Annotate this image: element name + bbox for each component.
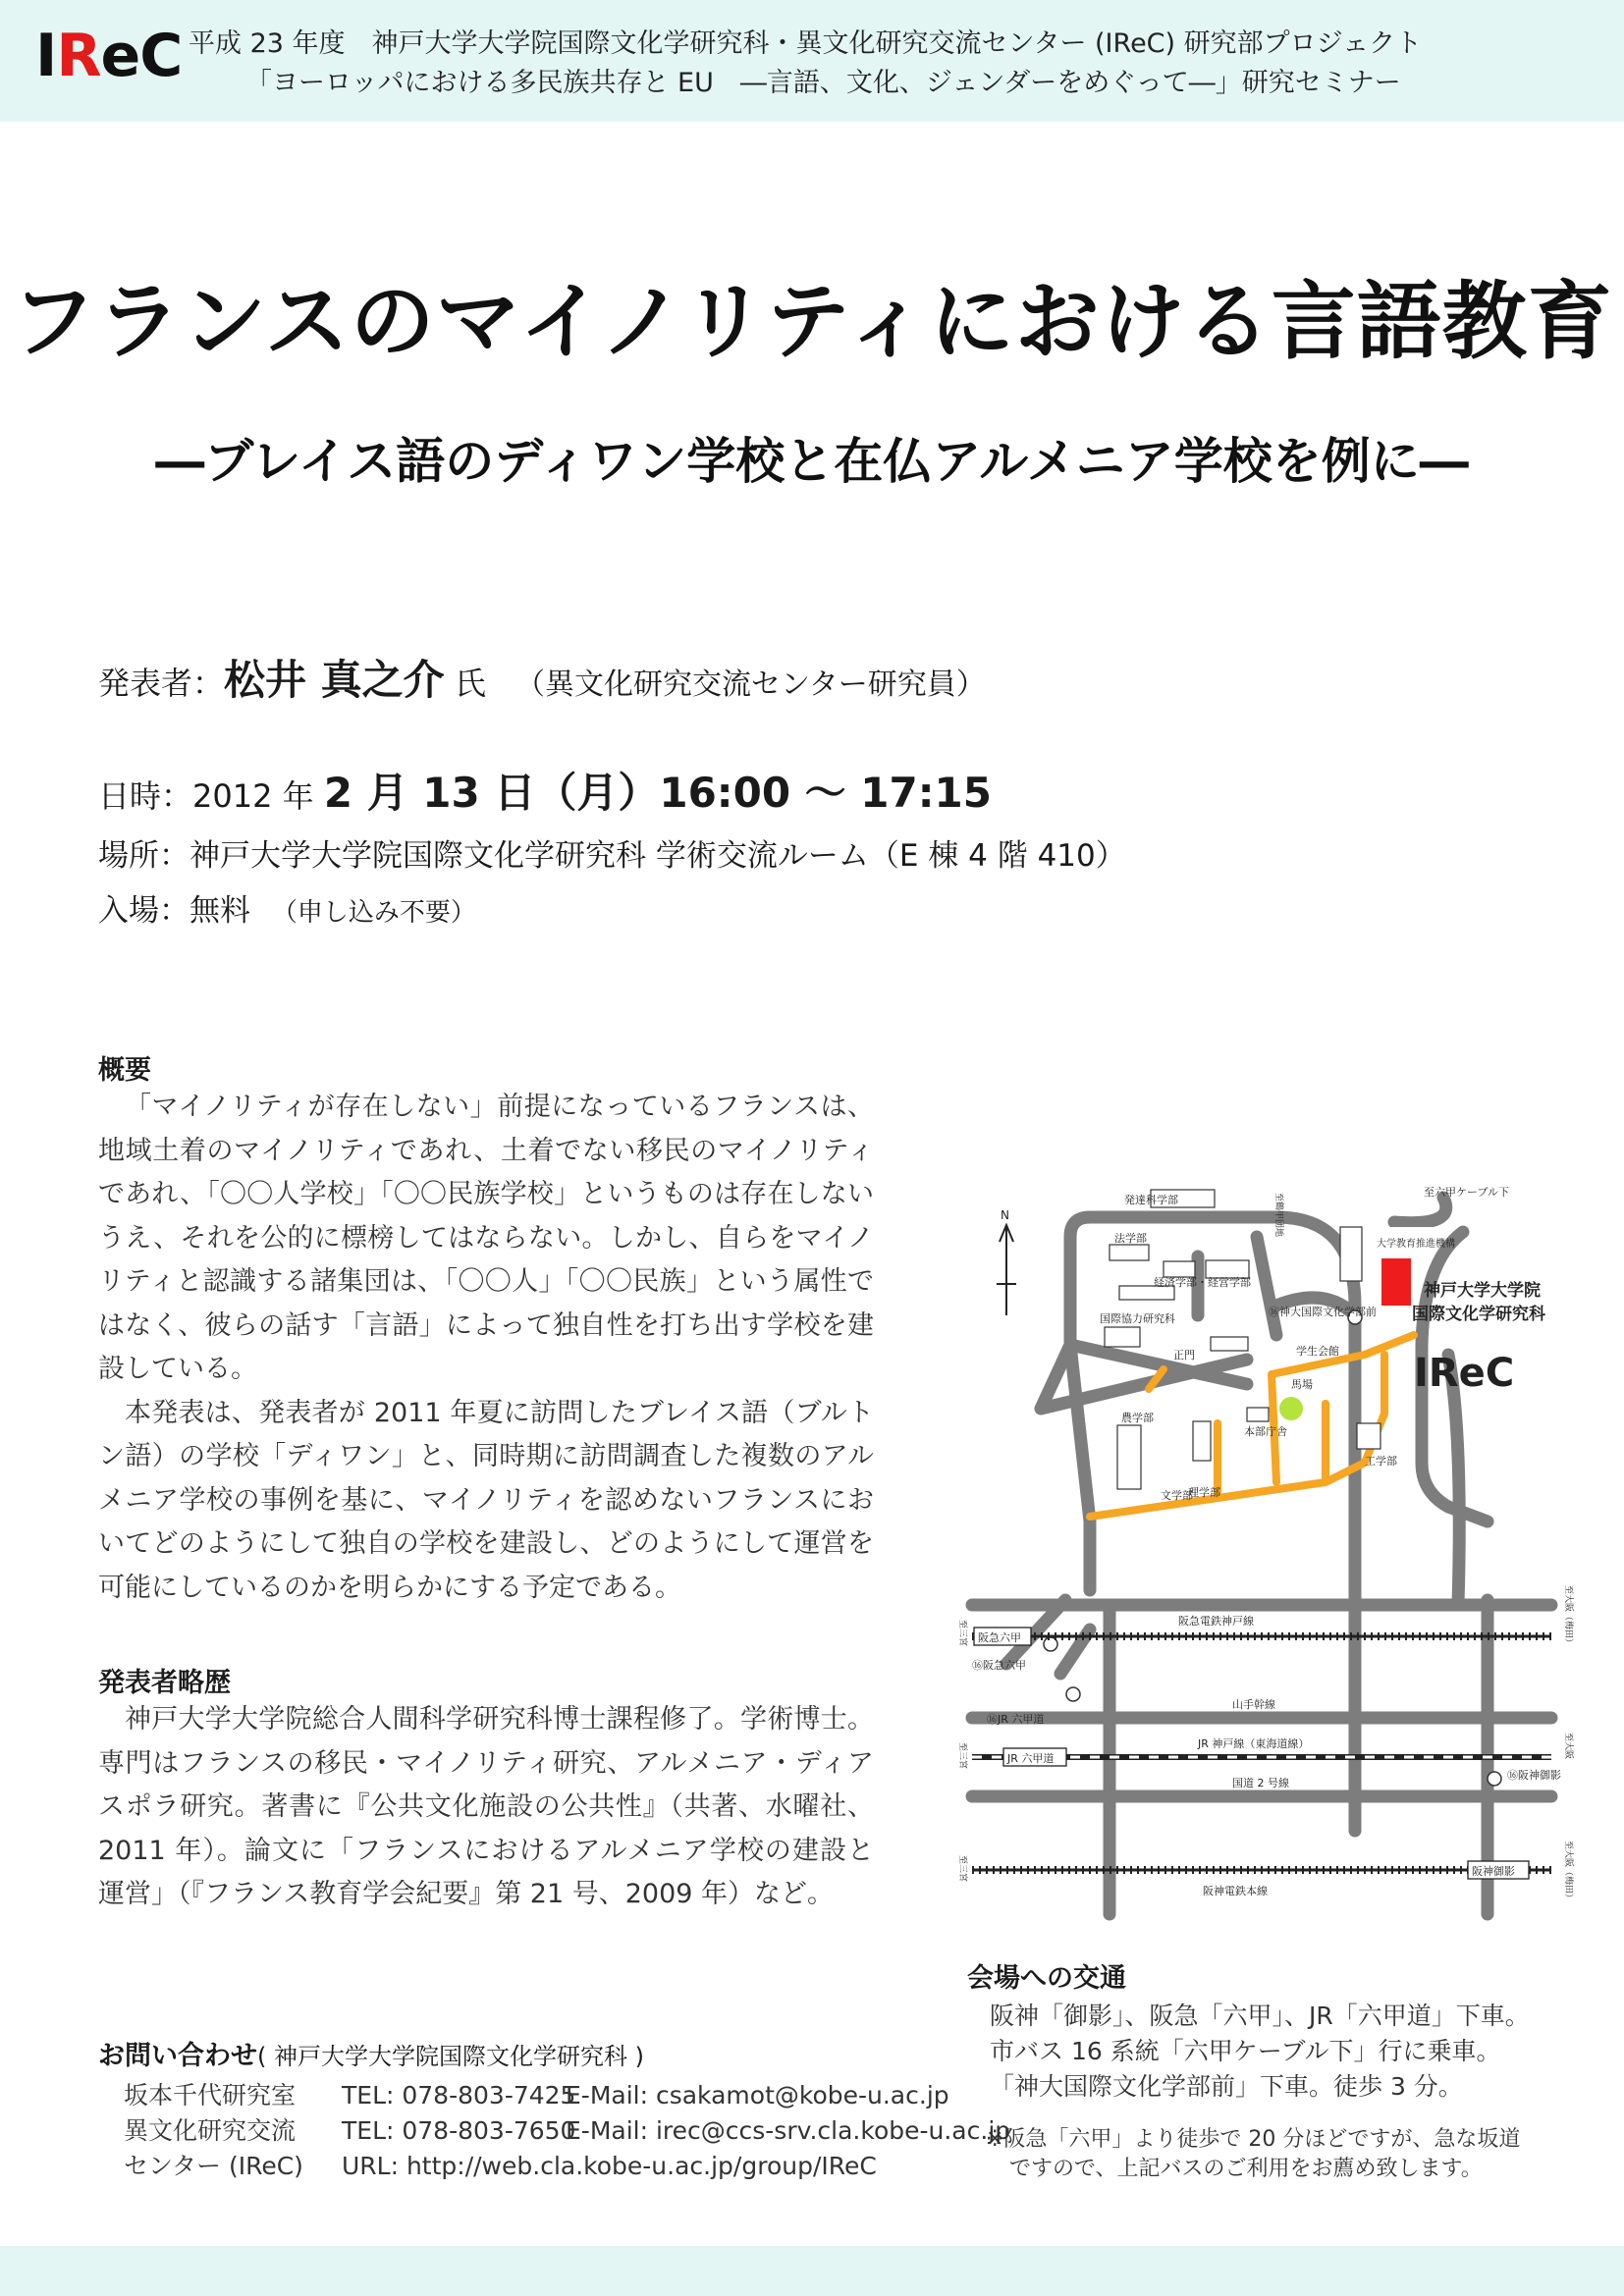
venue-label: 場所： [98,838,189,874]
contact-url[interactable]: URL: http://web.cla.kobe-u.ac.jp/group/IReC [342,2152,877,2180]
map-label: 国際協力研究科 [1100,1312,1175,1325]
access-line: 市バス 16 系統「六甲ケーブル下」行に乗車。 [990,2037,1501,2065]
datetime-date: 2 月 13 日（月）16:00 〜 17:15 [323,769,992,817]
bio-paragraph: 神戸大学大学院総合人間科学研究科博士課程修了。学術博士。専門はフランスの移民・マイノリティ研究、アルメニア・ディアスポラ研究。著書に『公共文化施設の公共性』（共著、水曜社、2011 年）。論文に「フランスにおけるアルメニア学校の建設と運営」（『フランス教育学会紀要』第 21 号、2009 年）など。 [98,1704,874,1909]
venue-label: 国際文化学研究科 [1412,1305,1545,1324]
presenter-affiliation: （異文化研究交流センター研究員） [515,667,986,702]
map-label: 至大阪（梅田） [1563,1585,1573,1648]
access-note: ですので、上記バスのご利用をお薦め致します。 [1009,2157,1483,2181]
access-note: ※阪急「六甲」より徒歩で 20 分ほどですが、急な坂道 [986,2127,1521,2152]
venue-label: 神戸大学大学院 [1424,1281,1541,1301]
venue-text: 神戸大学大学院国際文化学研究科 学術交流ルーム（E 棟 4 階 410） [189,838,1126,874]
venue-marker [1381,1258,1411,1306]
svg-text:N: N [1001,1208,1009,1222]
irec-logo: IReC [35,22,183,90]
admission-note: （申し込み不要） [271,898,476,928]
contact-heading-note: ( 神戸大学大学院国際文化学研究科 ) [257,2043,644,2070]
page-subtitle: ―ブレイス語のディワン学校と在仏アルメニア学校を例に― [155,433,1469,490]
summary-paragraph-1: 「マイノリティが存在しない」前提になっているフランスは、地域土着のマイノリティであれ、土着でない移民のマイノリティであれ、「〇〇人学校」「〇〇民族学校」というものは存在しないうえ、それを公的に標榜してはならない。しかし、自らをマイノリティと認識する諸集団は、「〇〇人」「〇〇民族」という属性ではなく、彼らの話す「言語」によって独自性を打ち出す学校を建設している。 [98,1092,874,1384]
map-label: JR 神戸線（東海道線） [1198,1737,1310,1750]
map-label: 阪神御影 [1472,1865,1515,1878]
contact-email[interactable]: E-Mail: csakamot@kobe-u.ac.jp [566,2081,949,2109]
map-label: ⑯JR 六甲道 [987,1713,1045,1726]
map-label: 学生会館 [1296,1345,1339,1358]
map-label: ⑯阪急六甲 [972,1659,1026,1672]
map-label: 阪急電鉄神戸線 [1178,1615,1254,1628]
access-map [952,1168,1581,1934]
header-line-1: 平成 23 年度 神戸大学大学院国際文化学研究科・異文化研究交流センター (IReC) 研究部プロジェクト [189,28,1423,59]
contact-heading: お問い合わせ( 神戸大学大学院国際文化学研究科 ) [98,2041,644,2071]
map-label: 馬場 [1291,1378,1313,1391]
baba-marker [1279,1397,1303,1420]
map-label: ⑯阪神御影 [1507,1769,1561,1782]
map-label: 至大阪 [1563,1733,1573,1760]
access-heading: 会場への交通 [967,1963,1126,1994]
north-arrow-icon [997,1208,1016,1315]
contact-row: 異文化研究交流 TEL: 078-803-7650E-Mail: irec@ccs-srv.cla.kobe-u.ac.jp [124,2116,1011,2145]
map-label: 農学部 [1121,1412,1154,1424]
event-datetime [98,761,992,820]
presenter-honorific: 氏 [454,665,486,702]
page-title: フランスのマイノリティにおける言語教育 [11,273,1613,371]
contact-row: 坂本千代研究室 TEL: 078-803-7425E-Mail: csakamot@kobe-u.ac.jp [124,2081,949,2109]
contact-row: センター (IReC) URL: http://web.cla.kobe-u.ac.jp/group/IReC [124,2152,877,2180]
map-label: 阪神電鉄本線 [1203,1885,1268,1897]
map-label: JR 六甲道 [1007,1752,1055,1765]
presenter-label: 発表者： [98,665,225,702]
summary-heading: 概要 [98,1055,151,1086]
map-label: 至三宮 [957,1620,967,1647]
admission-label: 入場： [98,893,189,929]
footer-band [0,2246,1624,2296]
map-label: 至三宮 [957,1855,967,1883]
map-label: 経済学部・経営学部 [1154,1276,1251,1289]
access-line: 「神大国際文化学部前」下車。徒歩 3 分。 [990,2072,1463,2101]
map-label: 文学部 [1161,1489,1193,1502]
map-label: 至鶴甲団地 [1273,1193,1283,1238]
datetime-label: 日時： [98,777,193,815]
map-label: 山手幹線 [1232,1698,1275,1711]
event-admission [98,885,476,930]
map-label: 至三宮 [957,1742,967,1770]
event-venue [98,830,1126,875]
map-label: 大学教育推進機構 [1377,1239,1455,1250]
contact-email[interactable]: E-Mail: irec@ccs-srv.cla.kobe-u.ac.jp [566,2116,1011,2145]
map-label: 至六甲ケーブル下 [1424,1186,1510,1199]
bio-body [98,1698,874,1917]
map-irec-logo: IReC [1414,1351,1515,1396]
admission-value: 無料 [189,893,250,929]
datetime-year: 2012 年 [192,777,314,815]
map-label: 理学部 [1188,1486,1220,1499]
map-label: 正門 [1173,1349,1195,1362]
access-line: 阪神「御影」、阪急「六甲」、JR「六甲道」下車。 [990,2002,1530,2030]
presenter [98,648,986,707]
presenter-name: 松井 真之介 [224,656,445,704]
map-label: 国道 2 号線 [1232,1777,1289,1789]
map-label: 工学部 [1365,1455,1397,1468]
map-label: 阪急六甲 [978,1631,1021,1644]
map-label: 法学部 [1114,1232,1147,1245]
bio-heading: 発表者略歴 [98,1668,231,1698]
summary-paragraph-2: 本発表は、発表者が 2011 年夏に訪問したブレイス語（ブルトン語）の学校「ディワン」と、同時期に訪問調査した複数のアルメニア学校の事例を基に、マイノリティを認めないフランスにおいてどのようにして独自の学校を建設し、どのようにして運営を可能にしているのかを明らかにする予定である。 [98,1397,874,1603]
summary-body [98,1086,874,1610]
map-label: 本部庁舎 [1244,1425,1287,1438]
map-label: 発達科学部 [1124,1194,1178,1206]
map-label: ⑯神大国際文化学部前 [1269,1306,1377,1318]
map-label: 至大阪（梅田） [1563,1841,1573,1903]
header-line-2: 「ヨーロッパにおける多民族共存と EU ―言語、文化、ジェンダーをめぐって―」研究セミナー [245,68,1401,98]
